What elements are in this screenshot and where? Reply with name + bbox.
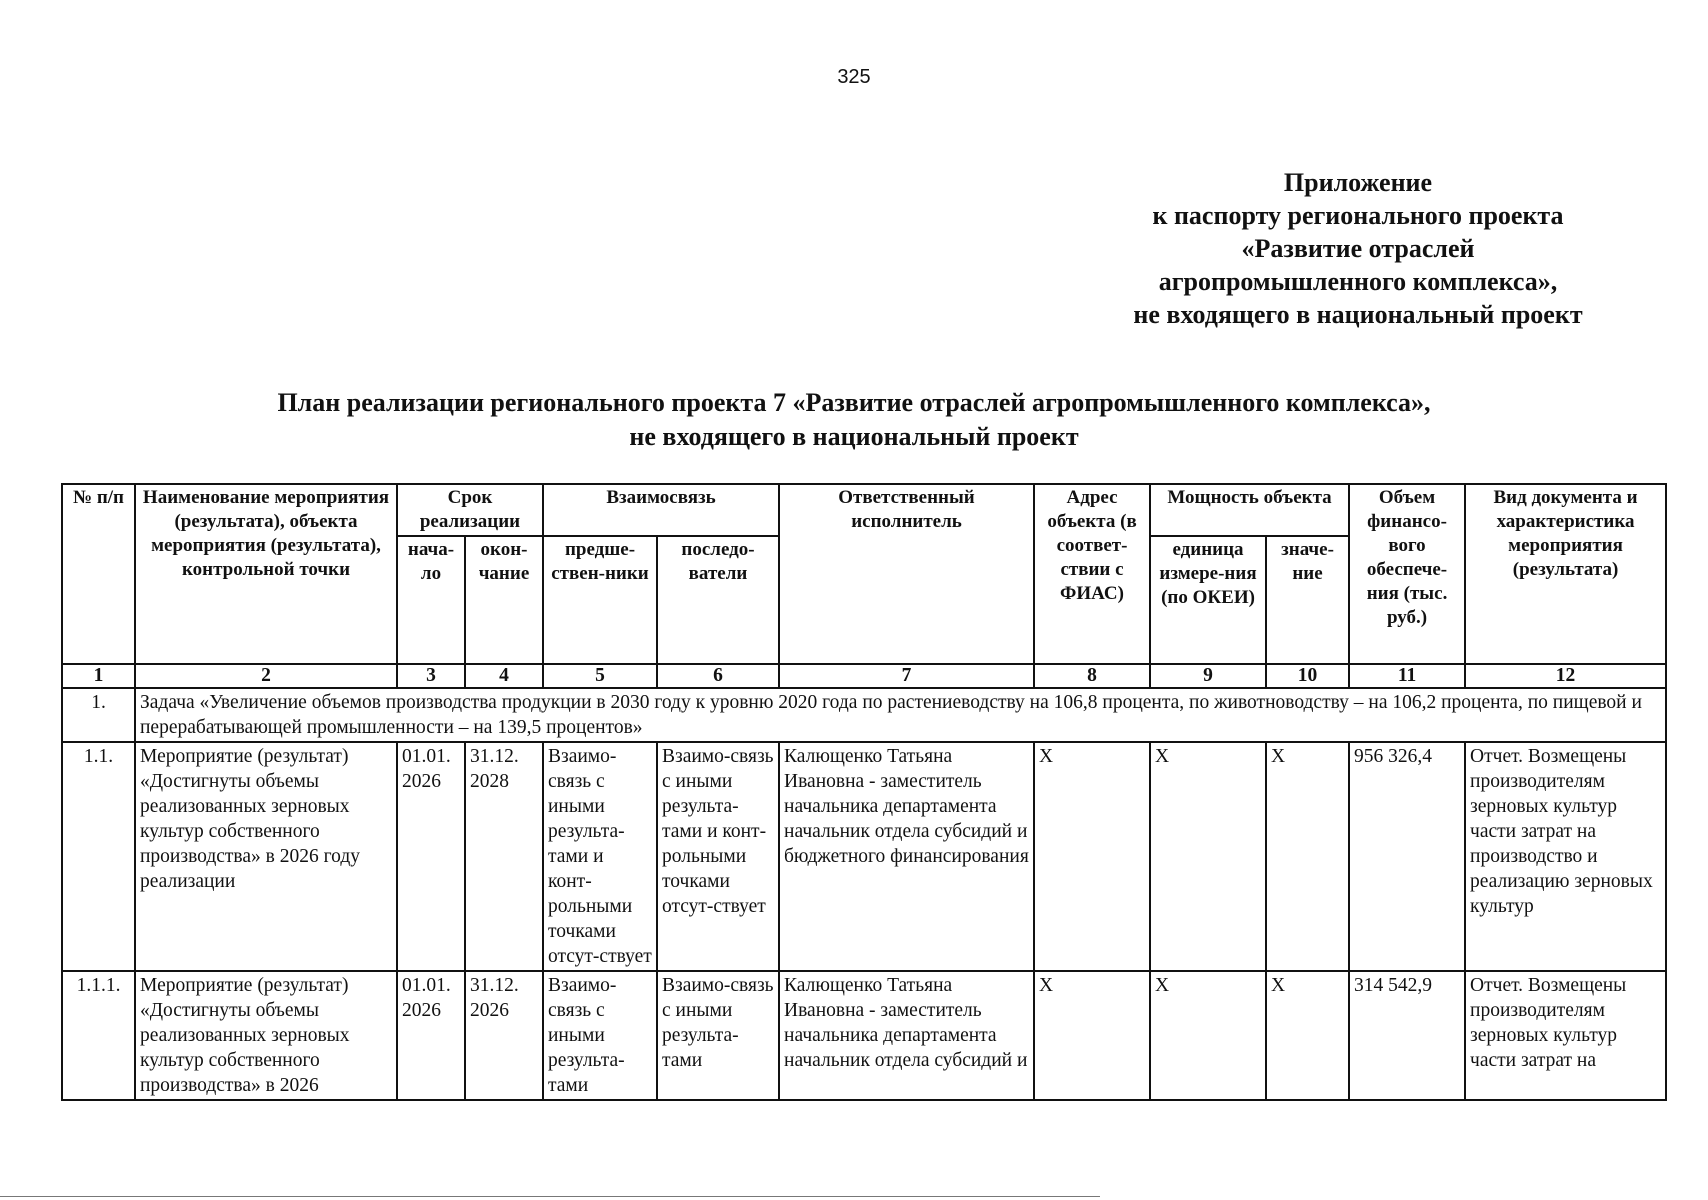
header-num: № п/п [62, 484, 135, 664]
header-rel-pred: предше-ствен-ники [543, 536, 657, 664]
row-name: Мероприятие (результат) «Достигнуты объемы реализованных зерновых культур собственного производства» в 2026 году реализации [135, 742, 397, 971]
header-row-top [62, 484, 1666, 536]
appendix-line: не входящего в национальный проект [1133, 300, 1583, 329]
task-number: 1. [62, 688, 135, 742]
column-number: 11 [1349, 664, 1465, 688]
header-funding: Объем финансо-вого обеспече-ния (тыс. руб.) [1349, 484, 1465, 664]
column-number: 5 [543, 664, 657, 688]
header-term-start: нача-ло [397, 536, 465, 664]
column-number: 9 [1150, 664, 1266, 688]
row-predecessors: Взаимо-связь с иными результа-тами и конт-рольными точками отсут-ствует [543, 742, 657, 971]
column-number: 10 [1266, 664, 1349, 688]
header-term-end: окон-чание [465, 536, 543, 664]
appendix-line: агропромышленного комплекса», [1158, 267, 1558, 296]
row-end-date: 31.12. 2028 [465, 742, 543, 971]
row-value: Х [1266, 742, 1349, 971]
plan-table [61, 483, 1667, 1101]
appendix-line: Приложение [1283, 168, 1433, 197]
plan-title-line: План реализации регионального проекта 7 «Развитие отраслей агропромышленного комплекса», [277, 388, 1431, 417]
row-start-date: 01.01. 2026 [397, 971, 465, 1100]
appendix-line: к паспорту регионального проекта [1152, 201, 1564, 230]
plan-title [0, 386, 1708, 454]
row-end-date: 31.12. 2026 [465, 971, 543, 1100]
header-doc-type: Вид документа и характеристика мероприятия (результата) [1465, 484, 1666, 664]
row-predecessors: Взаимо-связь с иными результа-тами [543, 971, 657, 1100]
row-doc: Отчет. Возмещены производителям зерновых культур части затрат на [1465, 971, 1666, 1100]
column-number: 12 [1465, 664, 1666, 688]
row-address: Х [1034, 742, 1150, 971]
row-successors: Взаимо-связь с иными результа-тами и конт-рольными точками отсут-ствует [657, 742, 779, 971]
table-row [62, 971, 1666, 1100]
row-successors: Взаимо-связь с иными результа-тами [657, 971, 779, 1100]
column-number: 6 [657, 664, 779, 688]
column-numbers-row [62, 664, 1666, 688]
table-row [62, 742, 1666, 971]
column-number: 8 [1034, 664, 1150, 688]
column-number: 7 [779, 664, 1034, 688]
column-number: 3 [397, 664, 465, 688]
header-term: Срок реализации [397, 484, 543, 536]
task-row [62, 688, 1666, 742]
row-number: 1.1.1. [62, 971, 135, 1100]
column-number: 1 [62, 664, 135, 688]
row-funding: 314 542,9 [1349, 971, 1465, 1100]
column-number: 2 [135, 664, 397, 688]
row-executor: Калющенко Татьяна Ивановна - заместитель начальника департамента начальник отдела субсидий и [779, 971, 1034, 1100]
header-executor: Ответственный исполнитель [779, 484, 1034, 664]
appendix-block [1078, 166, 1638, 331]
header-relation: Взаимосвязь [543, 484, 779, 536]
header-address: Адрес объекта (в соответ-ствии с ФИАС) [1034, 484, 1150, 664]
row-number: 1.1. [62, 742, 135, 971]
row-funding: 956 326,4 [1349, 742, 1465, 971]
header-rel-succ: последо-ватели [657, 536, 779, 664]
header-name: Наименование мероприятия (результата), объекта мероприятия (результата), контрольной точки [135, 484, 397, 664]
row-unit: Х [1150, 742, 1266, 971]
page-bottom-rule [0, 1196, 1100, 1197]
row-start-date: 01.01. 2026 [397, 742, 465, 971]
row-executor: Калющенко Татьяна Ивановна - заместитель начальника департамента начальник отдела субсидий и бюджетного финансирования [779, 742, 1034, 971]
page-number: 325 [837, 66, 871, 88]
header-cap-unit: единица измере-ния (по ОКЕИ) [1150, 536, 1266, 664]
appendix-line: «Развитие отраслей [1241, 234, 1475, 263]
row-unit: Х [1150, 971, 1266, 1100]
row-address: Х [1034, 971, 1150, 1100]
column-number: 4 [465, 664, 543, 688]
row-doc: Отчет. Возмещены производителям зерновых культур части затрат на производство и реализацию зерновых культур [1465, 742, 1666, 971]
plan-title-line: не входящего в национальный проект [629, 422, 1079, 451]
task-text: Задача «Увеличение объемов производства продукции в 2030 году к уровню 2020 года по растениеводству на 106,8 процента, по животноводству – на 106,2 процента, по пищевой и перерабатывающей промышленности – на 139,5 процентов» [135, 688, 1666, 742]
row-name: Мероприятие (результат) «Достигнуты объемы реализованных зерновых культур собственного производства» в 2026 [135, 971, 397, 1100]
row-value: Х [1266, 971, 1349, 1100]
header-cap-value: значе-ние [1266, 536, 1349, 664]
header-capacity: Мощность объекта [1150, 484, 1349, 536]
